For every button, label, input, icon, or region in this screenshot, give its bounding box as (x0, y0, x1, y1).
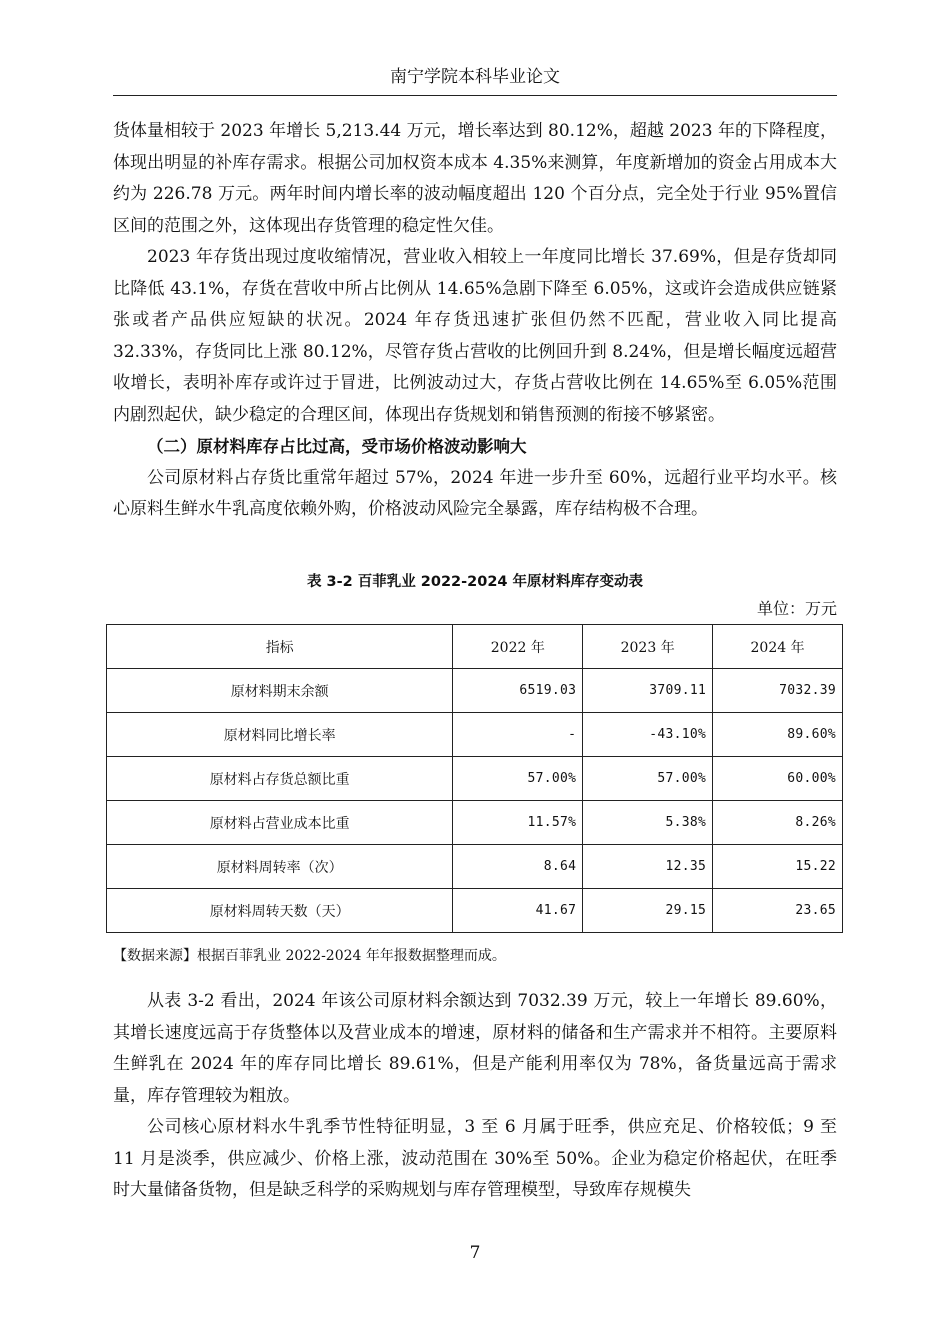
row-label: 原材料周转天数（天） (107, 889, 453, 933)
column-header: 指标 (107, 625, 453, 669)
section-heading: （二）原材料库存占比过高，受市场价格波动影响大 (147, 437, 527, 456)
table-cell: 89.60% (713, 713, 843, 757)
table-row (107, 713, 843, 757)
table-source-note: 【数据来源】根据百菲乳业 2022-2024 年年报数据整理而成。 (113, 948, 506, 964)
table-row (107, 669, 843, 713)
row-label: 原材料周转率（次） (107, 845, 453, 889)
table-row (107, 801, 843, 845)
table-cell: - (453, 713, 583, 757)
page-header: 南宁学院本科毕业论文 (390, 67, 560, 87)
data-table (106, 624, 843, 933)
row-label: 原材料占存货总额比重 (107, 757, 453, 801)
table-cell: 57.00% (583, 757, 713, 801)
row-label: 原材料占营业成本比重 (107, 801, 453, 845)
paragraph: 从表 3-2 看出，2024 年该公司原材料余额达到 7032.39 万元，较上一年增长 89.60%，其增长速度远高于存货整体以及营业成本的增速，原材料的储备和生产需求并不相符。主要原料生鲜乳在 2024 年的库存同比增长 89.61%，但是产能利用率仅为 78%，备货量远高于需求量，库存管理较为粗放。 (113, 991, 837, 1106)
column-header: 2024 年 (713, 625, 843, 669)
table-caption: 表 3-2 百菲乳业 2022-2024 年原材料库存变动表 (306, 574, 644, 590)
table-cell: 5.38% (583, 801, 713, 845)
body-bottom (113, 986, 837, 1207)
table-cell: 23.65 (713, 889, 843, 933)
table-row (107, 889, 843, 933)
column-header: 2022 年 (453, 625, 583, 669)
table-header-row (107, 625, 843, 669)
row-label: 原材料同比增长率 (107, 713, 453, 757)
header-divider (113, 95, 837, 96)
table-cell: 11.57% (453, 801, 583, 845)
table-cell: 6519.03 (453, 669, 583, 713)
table-unit: 单位：万元 (756, 599, 837, 618)
paragraph: 公司原材料占存货比重常年超过 57%，2024 年进一步升至 60%，远超行业平均水平。核心原料生鲜水牛乳高度依赖外购，价格波动风险完全暴露，库存结构极不合理。 (113, 467, 837, 519)
table-row (107, 845, 843, 889)
table-cell: 29.15 (583, 889, 713, 933)
table-cell: 8.64 (453, 845, 583, 889)
table-cell: 8.26% (713, 801, 843, 845)
table-cell: 3709.11 (583, 669, 713, 713)
paragraph: 2023 年存货出现过度收缩情况，营业收入相较上一年度同比增长 37.69%，但是存货却同比降低 43.1%，存货在营收中所占比例从 14.65%急剧下降至 6.05%，这或许会造成供应链紧张或者产品供应短缺的状况。2024 年存货迅速扩张但仍然不匹配，营业收入同比提高 32.33%，存货同比上涨 80.12%，尽管存货占营收的比例回升到 8.24%，但是增长幅度远超营收增长，表明补库存或许过于冒进，比例波动过大，存货占营收比例在 14.65%至 6.05%范围内剧烈起伏，缺少稳定的合理区间，体现出存货规划和销售预测的衔接不够紧密。 (113, 247, 837, 425)
table-cell: 41.67 (453, 889, 583, 933)
paragraph: 公司核心原材料水牛乳季节性特征明显，3 至 6 月属于旺季，供应充足、价格较低；9 至 11 月是淡季，供应减少、价格上涨，波动范围在 30%至 50%。企业为稳定价格起伏，在旺季时大量储备货物，但是缺乏科学的采购规划与库存管理模型，导致库存规模失 (113, 1117, 837, 1200)
page-number: 7 (469, 1243, 481, 1263)
table-cell: -43.10% (583, 713, 713, 757)
table-cell: 7032.39 (713, 669, 843, 713)
table-cell: 57.00% (453, 757, 583, 801)
row-label: 原材料期末余额 (107, 669, 453, 713)
table-row (107, 757, 843, 801)
table-cell: 15.22 (713, 845, 843, 889)
column-header: 2023 年 (583, 625, 713, 669)
table-cell: 60.00% (713, 757, 843, 801)
table-cell: 12.35 (583, 845, 713, 889)
body-top (113, 116, 837, 526)
paragraph: 货体量相较于 2023 年增长 5,213.44 万元，增长率达到 80.12%，超越 2023 年的下降程度，体现出明显的补库存需求。根据公司加权资本成本 4.35%来测算，年度新增加的资金占用成本大约为 226.78 万元。两年时间内增长率的波动幅度超出 120 个百分点，完全处于行业 95%置信区间的范围之外，这体现出存货管理的稳定性欠佳。 (113, 121, 837, 236)
